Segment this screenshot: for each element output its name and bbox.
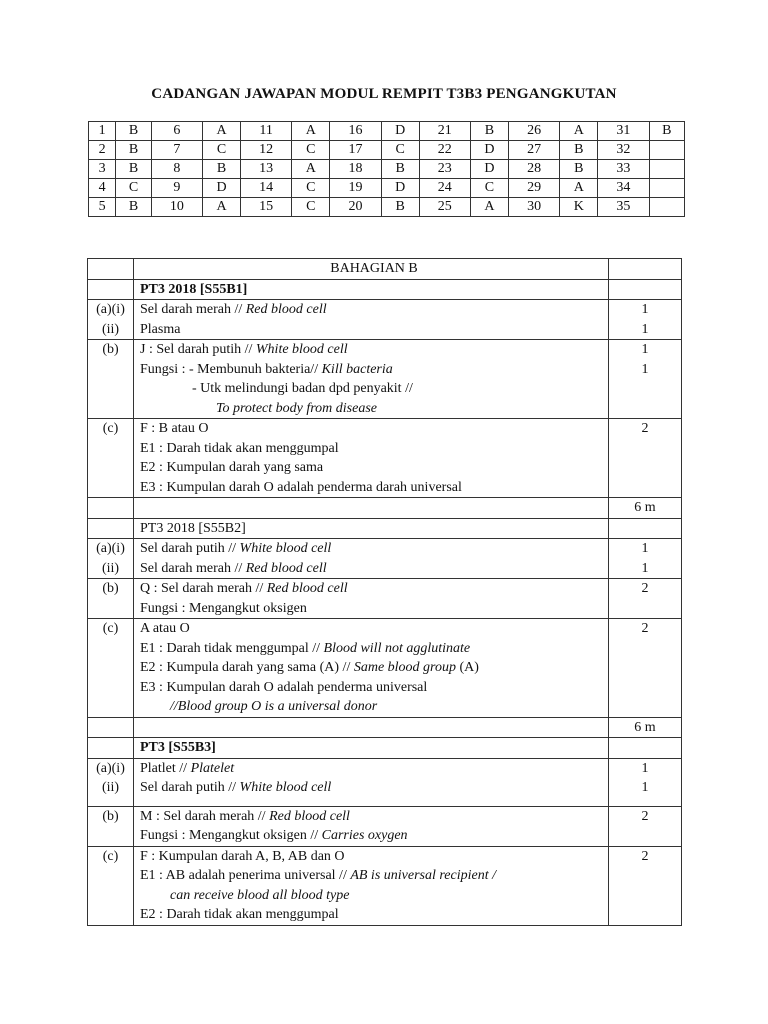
question-number-cell: 22 (419, 141, 470, 160)
question-number-cell: 35 (598, 198, 649, 217)
question-label: (c) (102, 621, 119, 636)
answer-cell: A (202, 198, 240, 217)
question-number-cell: 23 (419, 160, 470, 179)
question-label: (ii) (101, 780, 120, 795)
answer-line: Sel darah merah // Red blood cell (140, 560, 327, 576)
mark: 1 (641, 321, 649, 337)
answer-cell: A (560, 179, 598, 198)
answer-cell (649, 198, 684, 217)
section-title-row (88, 279, 682, 300)
question-number-cell: 4 (89, 179, 116, 198)
table-row (89, 122, 685, 141)
answer-row (88, 758, 682, 806)
answer-line: E2 : Kumpula darah yang sama (A) // Same blood group (A) (140, 660, 479, 675)
section-title: PT3 2018 [S55B1] (140, 281, 248, 297)
answer-line: E2 : Darah tidak akan menggumpal (140, 907, 339, 922)
answer-row (88, 846, 682, 925)
answer-line: To protect body from disease (216, 400, 377, 416)
section-title-row (88, 738, 682, 759)
answer-cell: B (470, 122, 508, 141)
question-label: (a)(i) (96, 541, 125, 556)
question-number-cell: 18 (330, 160, 381, 179)
answer-row (88, 579, 682, 619)
answer-cell: C (381, 141, 419, 160)
table-row (89, 198, 685, 217)
answer-cell: B (560, 160, 598, 179)
question-number-cell: 33 (598, 160, 649, 179)
table-row (89, 160, 685, 179)
answer-cell: B (381, 198, 419, 217)
answer-cell: A (292, 160, 330, 179)
answer-cell: B (116, 141, 151, 160)
question-number-cell: 2 (89, 141, 116, 160)
answer-cell: C (116, 179, 151, 198)
answer-line: Fungsi : Mengangkut oksigen (140, 600, 307, 616)
answer-line: J : Sel darah putih // White blood cell (140, 342, 348, 357)
question-number-cell: 8 (151, 160, 202, 179)
answer-row (88, 539, 682, 579)
answer-line: can receive blood all blood type (170, 887, 350, 903)
answer-cell: C (292, 179, 330, 198)
answer-line: Sel darah merah // Red blood cell (140, 302, 327, 317)
question-number-cell: 6 (151, 122, 202, 141)
answer-line: E1 : AB adalah penerima universal // AB is universal recipient / (140, 868, 497, 883)
answer-cell: D (381, 122, 419, 141)
mark: 2 (641, 581, 649, 596)
section-title: PT3 2018 [S55B2] (140, 520, 246, 536)
mark: 1 (641, 342, 649, 357)
question-number-cell: 11 (241, 122, 292, 141)
section-title-row (88, 518, 682, 539)
answer-line: E3 : Kumpulan darah O adalah penderma universal (140, 679, 428, 695)
question-number-cell: 5 (89, 198, 116, 217)
answer-cell: B (202, 160, 240, 179)
answer-cell: B (116, 160, 151, 179)
question-number-cell: 15 (241, 198, 292, 217)
mark: 2 (641, 848, 649, 864)
question-number-cell: 7 (151, 141, 202, 160)
answer-cell: C (292, 141, 330, 160)
answer-grid-table (88, 121, 685, 217)
answer-cell: A (202, 122, 240, 141)
question-number-cell: 32 (598, 141, 649, 160)
answer-cell: B (116, 122, 151, 141)
answer-line: F : B atau O (140, 421, 209, 436)
answer-cell: B (116, 198, 151, 217)
answer-cell: D (470, 160, 508, 179)
question-number-cell: 12 (241, 141, 292, 160)
answer-line: - Utk melindungi badan dpd penyakit // (192, 381, 413, 396)
answer-row (88, 340, 682, 419)
question-number-cell: 10 (151, 198, 202, 217)
answer-cell (649, 179, 684, 198)
question-number-cell: 24 (419, 179, 470, 198)
question-number-cell: 16 (330, 122, 381, 141)
answer-row (88, 806, 682, 846)
answer-row (88, 619, 682, 718)
answer-line: Platlet // Platelet (140, 760, 235, 776)
table-row (89, 179, 685, 198)
answer-cell: D (202, 179, 240, 198)
question-number-cell: 19 (330, 179, 381, 198)
answer-line: Q : Sel darah merah // Red blood cell (140, 581, 348, 596)
question-number-cell: 30 (508, 198, 559, 217)
table-row (89, 141, 685, 160)
mark: 1 (641, 560, 649, 576)
part-b-table (87, 258, 682, 926)
total-row (88, 498, 682, 519)
answer-row (88, 300, 682, 340)
question-number-cell: 25 (419, 198, 470, 217)
answer-cell: B (649, 122, 684, 141)
answer-cell: B (381, 160, 419, 179)
answer-cell: D (381, 179, 419, 198)
answer-line: F : Kumpulan darah A, B, AB dan O (140, 848, 345, 864)
answer-line: E2 : Kumpulan darah yang sama (140, 460, 324, 475)
answer-line: Sel darah putih // White blood cell (140, 541, 332, 556)
question-number-cell: 14 (241, 179, 292, 198)
page-title: CADANGAN JAWAPAN MODUL REMPIT T3B3 PENGANGKUTAN (151, 86, 617, 102)
answer-cell: A (470, 198, 508, 217)
question-number-cell: 34 (598, 179, 649, 198)
table-header-row (88, 259, 682, 280)
question-number-cell: 1 (89, 122, 116, 141)
section-header: BAHAGIAN B (330, 261, 418, 276)
question-number-cell: 3 (89, 160, 116, 179)
question-number-cell: 17 (330, 141, 381, 160)
question-label: (b) (102, 342, 119, 357)
answer-cell: C (202, 141, 240, 160)
answer-cell: A (292, 122, 330, 141)
question-label: (ii) (101, 560, 120, 576)
total-mark: 6 m (634, 719, 656, 735)
question-number-cell: 21 (419, 122, 470, 141)
question-number-cell: 28 (508, 160, 559, 179)
answer-line: E1 : Darah tidak akan menggumpal (140, 440, 339, 456)
total-mark: 6 m (634, 500, 656, 515)
total-row (88, 717, 682, 738)
answer-row (88, 419, 682, 498)
question-label: (a)(i) (96, 760, 125, 776)
answer-line: //Blood group O is a universal donor (170, 699, 378, 714)
answer-line: Fungsi : Mengangkut oksigen // Carries oxygen (140, 828, 408, 843)
section-title: PT3 [S55B3] (140, 740, 216, 755)
answer-cell (649, 160, 684, 179)
answer-cell (649, 141, 684, 160)
answer-line: E3 : Kumpulan darah O adalah penderma darah universal (140, 479, 462, 495)
question-label: (b) (102, 581, 119, 596)
question-number-cell: 29 (508, 179, 559, 198)
question-label: (b) (102, 808, 119, 824)
question-number-cell: 9 (151, 179, 202, 198)
answer-cell: K (560, 198, 598, 217)
mark: 2 (641, 421, 649, 436)
answer-line: M : Sel darah merah // Red blood cell (140, 808, 350, 824)
question-label: (a)(i) (96, 302, 125, 317)
mark: 1 (641, 361, 649, 377)
question-number-cell: 27 (508, 141, 559, 160)
question-label: (c) (102, 848, 119, 864)
mark: 2 (641, 808, 649, 824)
question-number-cell: 20 (330, 198, 381, 217)
question-number-cell: 31 (598, 122, 649, 141)
mark: 1 (641, 302, 649, 317)
answer-cell: C (292, 198, 330, 217)
mark: 2 (641, 621, 649, 636)
question-label: (ii) (101, 321, 120, 337)
answer-cell: C (470, 179, 508, 198)
question-number-cell: 13 (241, 160, 292, 179)
answer-line: Sel darah putih // White blood cell (140, 780, 332, 795)
mark: 1 (641, 541, 649, 556)
answer-line: E1 : Darah tidak menggumpal // Blood will not agglutinate (140, 640, 471, 656)
question-label: (c) (102, 421, 119, 436)
mark: 1 (641, 780, 649, 795)
answer-line: Fungsi : - Membunuh bakteria// Kill bacteria (140, 361, 393, 377)
answer-line: A atau O (140, 621, 190, 636)
answer-cell: B (560, 141, 598, 160)
answer-line: Plasma (140, 321, 181, 337)
mark: 1 (641, 760, 649, 776)
answer-cell: D (470, 141, 508, 160)
answer-cell: A (560, 122, 598, 141)
question-number-cell: 26 (508, 122, 559, 141)
